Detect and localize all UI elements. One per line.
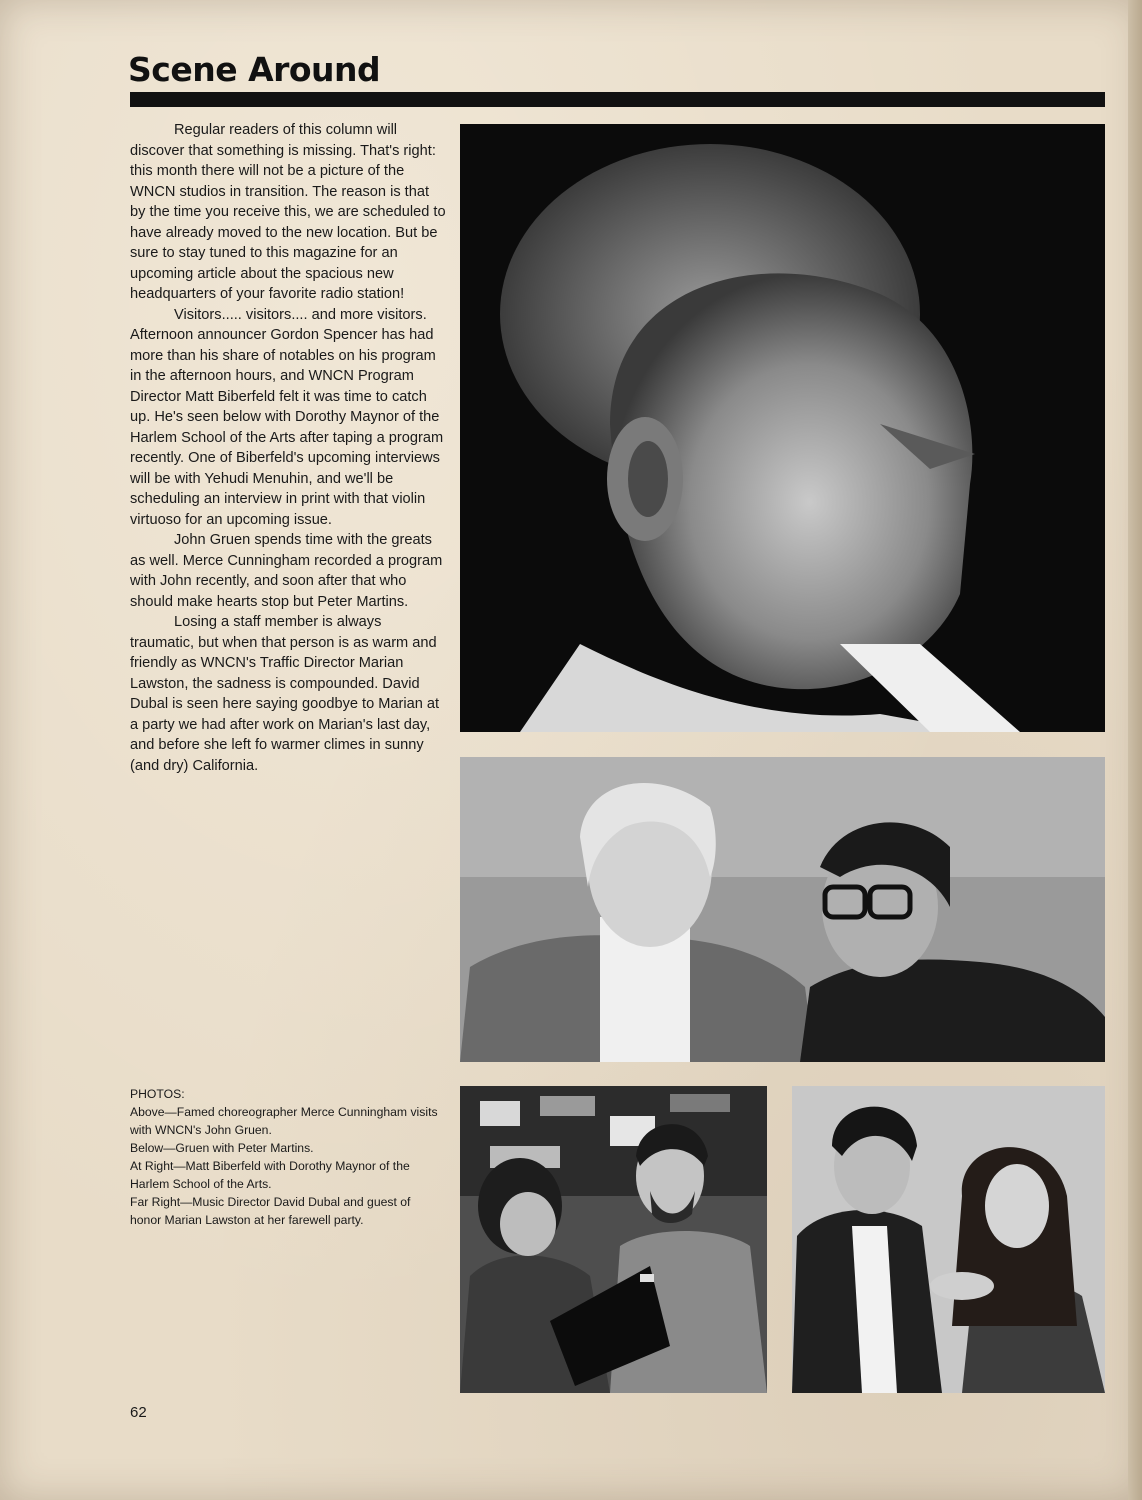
captions-heading: PHOTOS: xyxy=(130,1087,185,1101)
article-paragraph: Visitors..... visitors.... and more visitors. Afternoon announcer Gordon Spencer has had more than his share of notables on his program in the afternoon hours, and WNCN Program Director Matt Biberfeld felt it was time to catch up. He's seen below with Dorothy Maynor of the Harlem School of the Arts after taping a program recently. One of Biberfeld's upcoming interviews will be with Yehudi Menuhin, and we'll be scheduling an interview in print with that violin virtuoso for an upcoming issue. xyxy=(130,306,444,528)
caption-above: Above—Famed choreographer Merce Cunningham visits with WNCN's John Gruen. xyxy=(130,1105,438,1137)
page-edge-shadow xyxy=(1128,0,1142,1500)
duo-illustration xyxy=(460,757,1105,1062)
caption-below: Below—Gruen with Peter Martins. xyxy=(130,1141,314,1155)
page-number: 62 xyxy=(130,1404,147,1421)
photo-biberfeld-maynor xyxy=(460,1086,767,1393)
page-title: Scene Around xyxy=(128,50,381,89)
portrait-illustration xyxy=(460,124,1105,732)
title-rule xyxy=(130,92,1105,107)
article-paragraph: John Gruen spends time with the greats as well. Merce Cunningham recorded a program with John recently, and soon after that who should make hearts stop but Peter Martins. xyxy=(130,532,443,610)
photo-captions xyxy=(130,1085,440,1229)
article-body xyxy=(130,120,448,776)
caption-right: At Right—Matt Biberfeld with Dorothy Maynor of the Harlem School of the Arts. xyxy=(130,1159,410,1191)
caption-far-right: Far Right—Music Director David Dubal and guest of honor Marian Lawston at her farewell party. xyxy=(130,1195,411,1227)
article-paragraph: Losing a staff member is always traumatic, but when that person is as warm and friendly as WNCN's Traffic Director Marian Lawston, the sadness is compounded. David Dubal is seen here saying goodbye to Marian at a party we had after work on Marian's last day, and before she left fo warmer climes in sunny (and dry) California. xyxy=(130,614,440,774)
photo-gruen-martins xyxy=(460,757,1105,1062)
article-paragraph: Regular readers of this column will discover that something is missing. That's right: this month there will not be a picture of the WNCN studios in transition. The reason is that by the time you receive this, we are scheduled to have already moved to the new location. But be sure to stay tuned to this magazine for an upcoming article about the spacious new headquarters of your favorite radio station! xyxy=(130,122,446,302)
photo-dubal-lawston xyxy=(792,1086,1105,1393)
pair-illustration xyxy=(460,1086,767,1393)
photo-cunningham-portrait xyxy=(460,124,1105,732)
farewell-illustration xyxy=(792,1086,1105,1393)
